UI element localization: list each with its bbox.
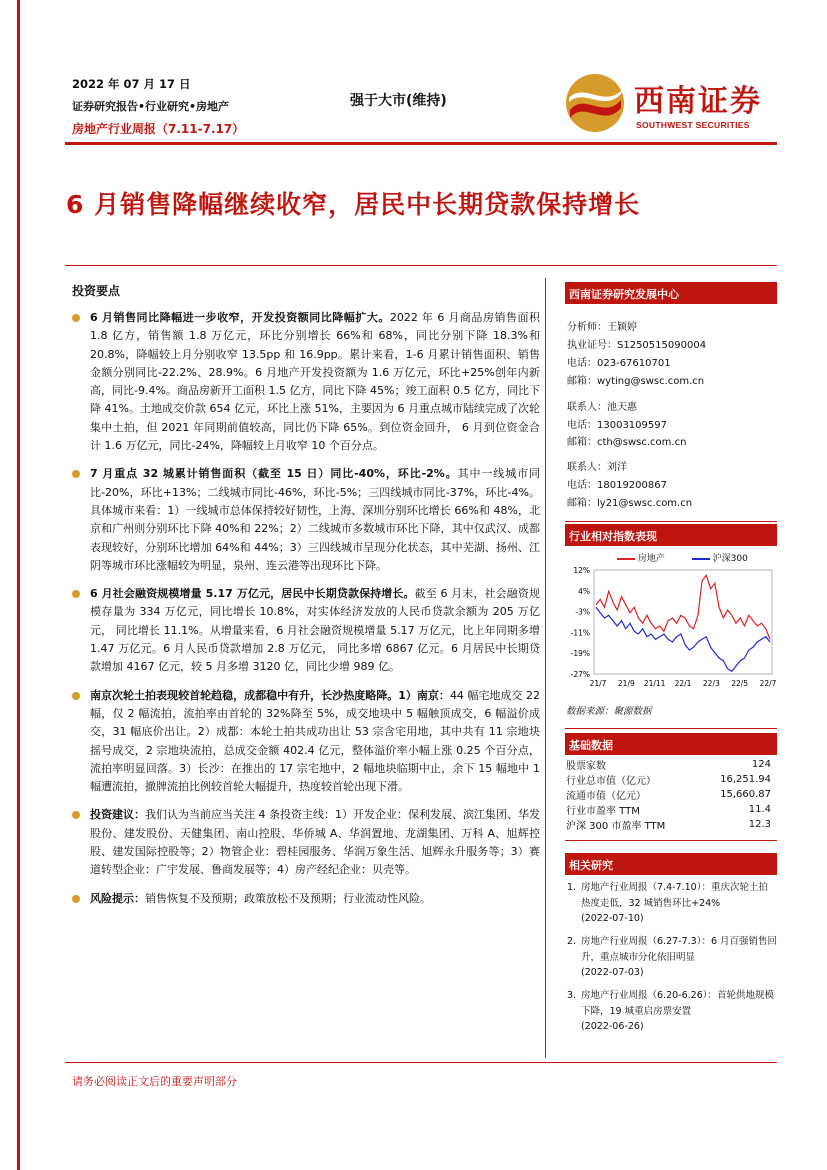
bullet-icon: [72, 895, 80, 903]
section-rule: [65, 265, 777, 266]
row-label: 行业总市值（亿元）: [566, 776, 656, 787]
basic-data-heading: 基础数据: [565, 733, 777, 755]
bullet-icon: [72, 692, 80, 700]
analyst-email[interactable]: 邮箱：wyting@swsc.com.cn: [567, 376, 705, 387]
related-item[interactable]: [567, 880, 777, 927]
key-point-lead: 南京次轮土拍表现较首轮趋稳，成都稳中有升，长沙热度略降。1）南京：: [90, 688, 450, 702]
row-label: 沪深 300 市盈率 TTM: [566, 821, 666, 832]
row-value: 12.3: [748, 819, 771, 830]
related-item-number: 1.: [567, 882, 577, 893]
x-tick-label: 21/11: [643, 679, 666, 688]
row-value: 124: [751, 759, 771, 770]
key-point-lead: 投资建议：: [90, 808, 145, 822]
key-point-body: 2022 年 6 月商品房销售面积 1.8 亿方，销售额 1.8 万亿元，环比分别增长 66%和 68%，同比分别下降 18.3%和 20.8%，降幅较上月分别收窄 13.5pp 和 16.9pp。累计来看，1-6 月累计销售面积、销售金额分别同比-22.2%、28.9%。6 月地产开发投资额为 1.6 万亿元，环比+25%创年内新高，同比-9.4%。商品房新开工面积 1.5 亿方，同比下降 45%；竣工面积 0.5 亿方，同比下降 41%。土地成交价款 654 亿元，环比上涨 51%，主要因为 6 月重点城市陆续完成了次轮集中土拍，但 2021 年同期前值较高，同比仍下降 65%。到位资金回升， 6 月到位资金合计 1.6 万亿元，同比-24%，降幅较上月收窄 10 个百分点。: [90, 311, 540, 453]
y-tick-label: -11%: [570, 628, 590, 638]
related-research-heading: 相关研究: [565, 853, 777, 875]
bullet-icon: [72, 314, 80, 322]
related-item-title: 房地产行业周报（6.20-6.26）：首轮供地规模下降，19 城重启房票安置: [581, 990, 774, 1017]
column-divider: [545, 278, 546, 1058]
row-value: 15,660.87: [720, 789, 771, 800]
left-accent-bar: [17, 0, 20, 1170]
bullet-icon: [72, 811, 80, 819]
company-logo: [560, 70, 800, 138]
index-chart-heading: 行业相对指数表现: [565, 524, 777, 546]
y-tick-label: -27%: [570, 670, 590, 679]
key-point-paragraph: [72, 806, 540, 879]
rating: 强于大市(维持): [350, 93, 447, 109]
logo-english-name: SOUTHWEST SECURITIES: [636, 120, 750, 130]
contact-email[interactable]: 邮箱：cth@swsc.com.cn: [567, 437, 687, 448]
key-point-lead: 风险提示：: [90, 891, 145, 905]
key-point-paragraph: [72, 465, 540, 575]
footer-rule: [65, 1062, 777, 1063]
table-row: [566, 817, 771, 832]
contact-phone: 电话：13003109597: [567, 420, 667, 431]
panel-rule: [565, 728, 777, 729]
contact-phone: 电话：18019200867: [567, 480, 667, 491]
contact-name: 联系人：池天惠: [567, 402, 637, 413]
related-item-number: 2.: [567, 936, 577, 947]
key-point-paragraph: [72, 309, 540, 455]
row-value: 16,251.94: [720, 774, 771, 785]
key-point-lead: 6 月社会融资规模增量 5.17 万亿元，居民中长期贷款保持增长。: [90, 587, 415, 601]
related-item-date: (2022-07-03): [581, 967, 644, 978]
contact-name: 联系人：刘洋: [567, 462, 627, 473]
related-item-date: (2022-07-10): [581, 913, 644, 924]
related-item-title: 房地产行业周报（6.27-7.3）：6 月百强销售回升，重点城市分化依旧明显: [581, 936, 778, 963]
report-series: 房地产行业周报（7.11-7.17）: [72, 122, 245, 136]
report-date: 2022 年 07 月 17 日: [72, 77, 191, 91]
related-item-title: 房地产行业周报（7.4-7.10）：重庆次轮土拍热度走低，32 城销售环比+24%: [581, 882, 768, 909]
table-row: [566, 757, 771, 772]
page-title: 6 月销售降幅继续收窄，居民中长期贷款保持增长: [66, 190, 641, 219]
logo-chinese-name: 西南证券: [634, 84, 762, 119]
key-point-body: 其中一线城市同比-20%，环比+13%；二线城市同比-46%，环比-5%；三四线城市同比-37%，环比-4%。具体城市来看：1）一线城市总体保持较好韧性，上海、深圳分别环比增长 66%和 48%，北京和广州则分别环比下降 40%和 22%；2）二线城市多数城市环比下降，其中仅武汉、成都表现较好，分别环比增加 64%和 44%；3）三四线城市呈现分化状态，其中芜湖、扬州、江阴等城市环比涨幅较为明显，泉州、连云港等出现环比下降。: [90, 467, 540, 572]
y-tick-label: 12%: [573, 566, 590, 575]
chart-source: 数据来源：聚源数据: [566, 706, 652, 717]
x-tick-label: 22/7: [759, 679, 777, 688]
legend-label-hs300: 沪深300: [712, 554, 748, 564]
panel-rule: [565, 521, 777, 522]
y-tick-label: -19%: [570, 649, 590, 659]
key-point-paragraph: [72, 890, 540, 908]
x-tick-label: 22/3: [702, 679, 720, 688]
legend-label-realestate: 房地产: [637, 554, 665, 564]
footer-disclaimer[interactable]: 请务必阅读正文后的重要声明部分: [72, 1075, 237, 1088]
analyst-license: 执业证号：S1250515090004: [567, 340, 707, 351]
index-line-chart: [560, 562, 777, 697]
key-point-body: 销售恢复不及预期；政策放松不及预期；行业流动性风险。: [145, 891, 431, 905]
y-tick-label: -3%: [575, 607, 590, 617]
analyst-name: 分析师：王颖婷: [567, 322, 637, 333]
key-point-body: 44 幅宅地成交 22 幅，仅 2 幅流拍，流拍率由首轮的 32%降至 5%，成交地块中 5 幅触顶成交，6 幅溢价成交，31 幅底价出让。2）成都：本轮土拍共成功出让 53 宗含宅用地，其中共有 11 宗地块摇号成交，2 宗地块流拍，总成交金额 402.4 亿元，整体溢价率小幅上涨 0.25 个百分点，流拍率明显回落。3）长沙：在推出的 17 宗宅地中，2 幅地块临期中止，余下 15 幅地中 1 幅遭流拍，撤牌流拍比例较首轮大幅提升，热度较首轮出现下滑。: [90, 688, 540, 794]
title-rule: [65, 142, 777, 145]
related-item-date: (2022-06-26): [581, 1021, 644, 1032]
key-point-paragraph: [72, 687, 540, 797]
bullet-icon: [72, 590, 80, 598]
key-point-lead: 7 月重点 32 城累计销售面积（截至 15 日）同比-40%，环比-2%。: [90, 467, 458, 481]
legend-swatch-realestate: [617, 558, 635, 560]
related-item-number: 3.: [567, 990, 577, 1001]
panel-rule: [565, 840, 777, 841]
basic-data-table: [566, 757, 771, 832]
row-value: 11.4: [748, 804, 771, 815]
table-row: [566, 787, 771, 802]
key-point-body: 我们认为当前应当关注 4 条投资主线：1）开发企业：保利发展、滨江集团、华发股份、建发股份、天健集团、南山控股、华侨城 A、华润置地、龙湖集团、万科 A、旭辉控股、建发国际控股等；2）物管企业：碧桂园服务、华润万象生活、旭辉永升服务等；3）赛道转型企业：广宇发展、鲁商发展等；4）房产经纪企业：贝壳等。: [90, 808, 540, 877]
legend-swatch-hs300: [692, 558, 710, 560]
logo-mark-icon: [564, 72, 626, 134]
contact-email[interactable]: 邮箱：ly21@swsc.com.cn: [567, 498, 693, 509]
row-label: 流通市值（亿元）: [566, 791, 646, 802]
x-tick-label: 21/7: [589, 679, 607, 688]
related-item[interactable]: [567, 934, 777, 981]
related-item[interactable]: [567, 988, 777, 1035]
y-tick-label: 4%: [578, 586, 590, 596]
x-tick-label: 22/5: [731, 679, 749, 688]
research-center-heading: 西南证券研究发展中心: [565, 282, 777, 304]
table-row: [566, 802, 771, 817]
analyst-phone: 电话：023-67610701: [567, 358, 671, 369]
row-label: 行业市盈率 TTM: [566, 806, 640, 817]
x-tick-label: 22/1: [674, 679, 692, 688]
key-points-heading: 投资要点: [72, 284, 121, 298]
key-points-section: [72, 282, 540, 918]
report-type: 证券研究报告•行业研究•房地产: [72, 100, 230, 113]
series-line-realestate: [596, 575, 770, 639]
key-point-paragraph: [72, 585, 540, 676]
table-row: [566, 772, 771, 787]
key-point-lead: 6 月销售同比降幅进一步收窄，开发投资额同比降幅扩大。: [90, 311, 390, 324]
key-point-body: 截至 6 月末，社会融资规模存量为 334 万亿元，同比增长 10.8%，对实体经济发放的人民币贷款余额为 205 万亿元， 同比增长 11.1%。从增量来看，6 月社会融资规模增量 5.17 万亿元，比上年同期多增 1.47 万亿元。6 月人民币贷款增加 2.8 万亿元， 同比多增 6867 亿元。6 月居民中长期贷款增加 4167 亿元，较 5 月多增 3120 亿，同比少增 989 亿。: [90, 587, 540, 674]
bullet-icon: [72, 470, 80, 478]
row-label: 股票家数: [566, 761, 606, 772]
x-tick-label: 21/9: [617, 679, 635, 688]
